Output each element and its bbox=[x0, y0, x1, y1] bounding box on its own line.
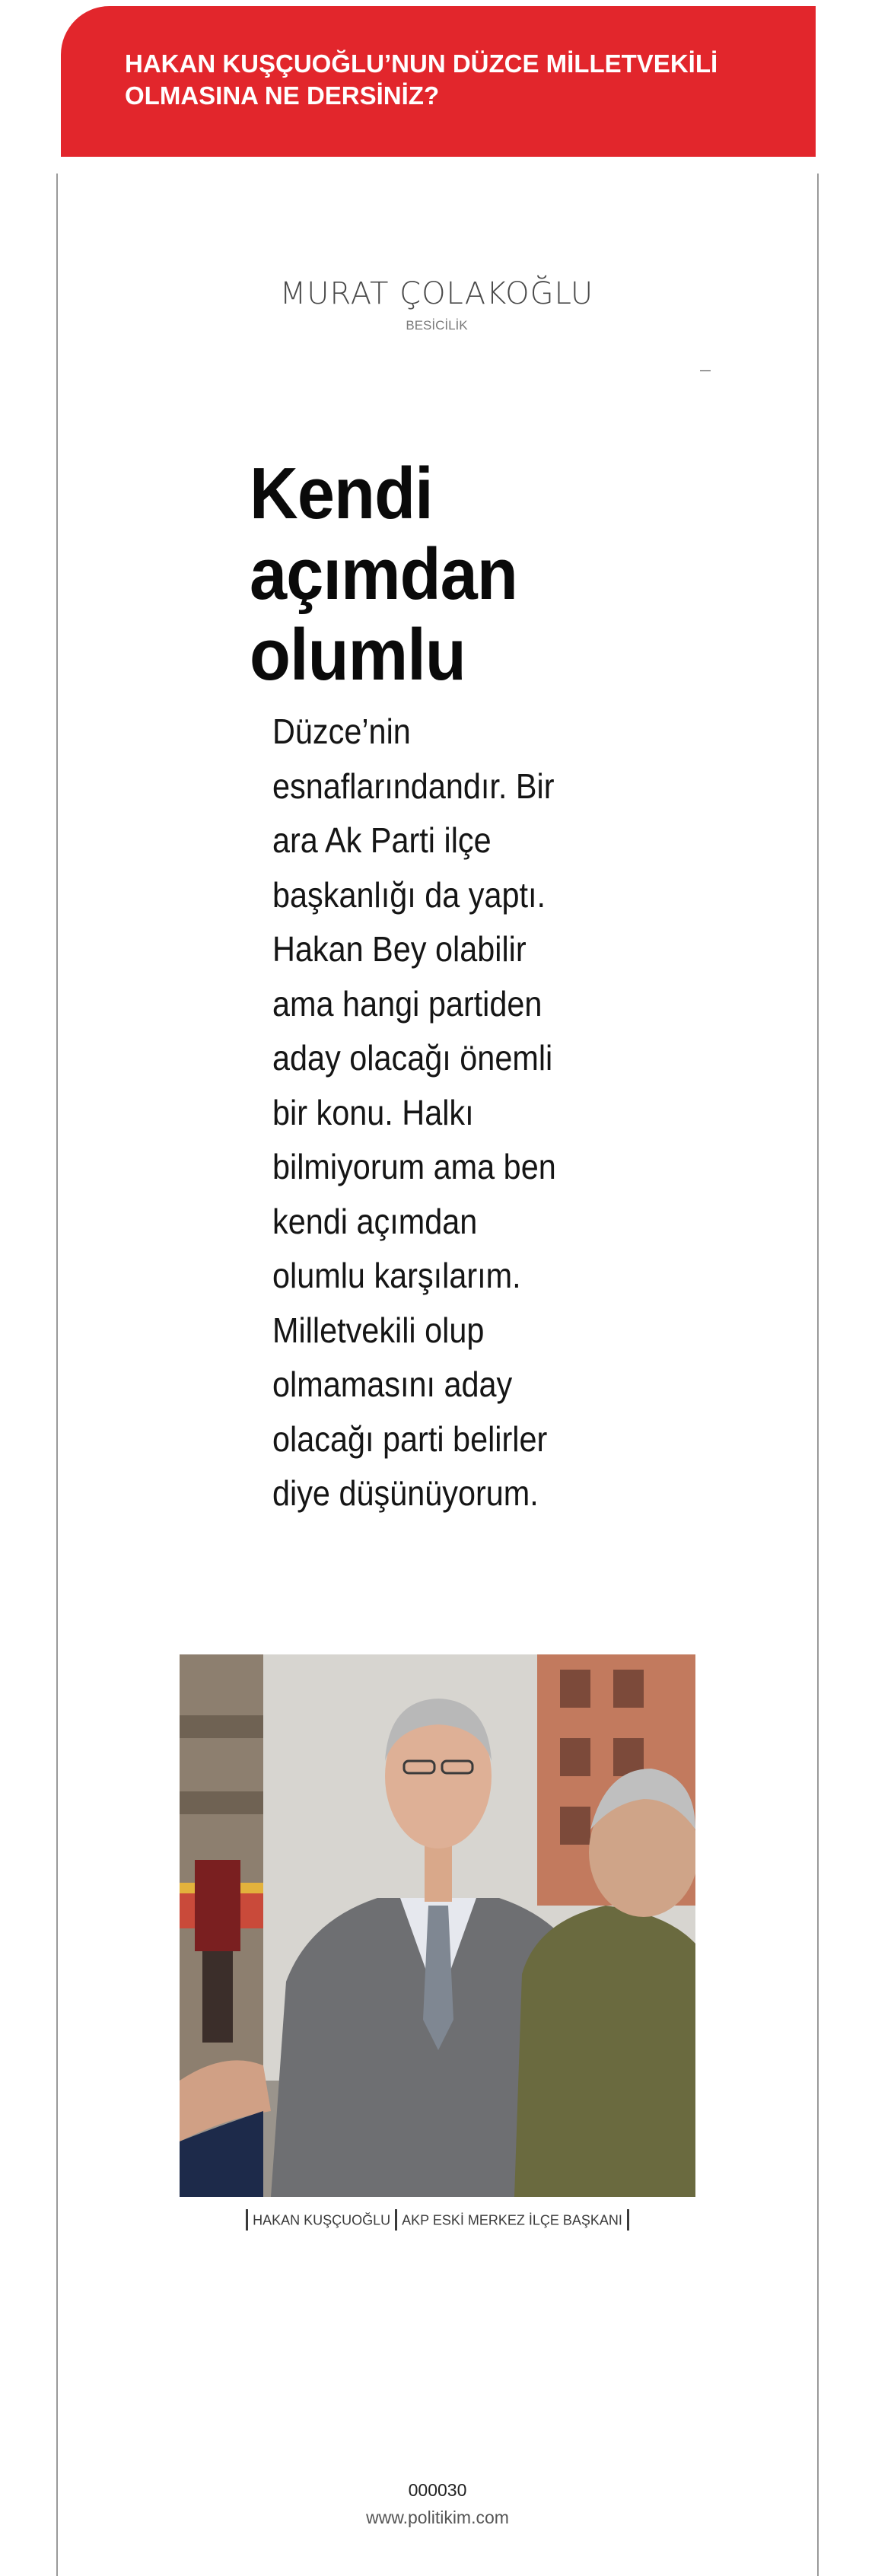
caption-divider bbox=[627, 2209, 629, 2231]
decorative-dash bbox=[700, 370, 711, 371]
article-photo bbox=[180, 1654, 695, 2197]
article-headline: Kendi açımdan olumlu bbox=[250, 453, 517, 696]
header-banner bbox=[61, 6, 816, 157]
photo-illustration bbox=[180, 1654, 695, 2197]
caption-person-name: HAKAN KUŞÇUOĞLU bbox=[253, 2212, 391, 2228]
page-number: 000030 bbox=[408, 2480, 467, 2500]
photo-caption bbox=[180, 2207, 695, 2232]
frame-left-rule bbox=[56, 174, 58, 2576]
frame-right-rule bbox=[817, 174, 819, 2576]
caption-divider bbox=[246, 2209, 248, 2231]
banner-title: HAKAN KUŞÇUOĞLU’NUN DÜZCE MİLLETVEKİLİ OLMASINA NE DERSİNİZ? bbox=[125, 49, 718, 110]
website-link[interactable]: www.politikim.com bbox=[366, 2508, 509, 2527]
author-name: MURAT ÇOLAKOĞLU bbox=[279, 276, 594, 311]
author-occupation: BESİCİLİK bbox=[406, 318, 468, 333]
article-body: Düzce’nin esnaflarındandır. Bir ara Ak Parti ilçe başkanlığı da yaptı. Hakan Bey olabilir ama hangi partiden aday olacağı önemli bir konu. Halkı bilmiyorum ama ben kendi açımdan olumlu karşılarım. Milletvekili olup olmamasını aday olacağı parti belirler diye düşünüyorum. bbox=[272, 712, 556, 1513]
caption-divider bbox=[395, 2209, 397, 2231]
caption-person-title: AKP ESKİ MERKEZ İLÇE BAŞKANI bbox=[402, 2212, 622, 2228]
